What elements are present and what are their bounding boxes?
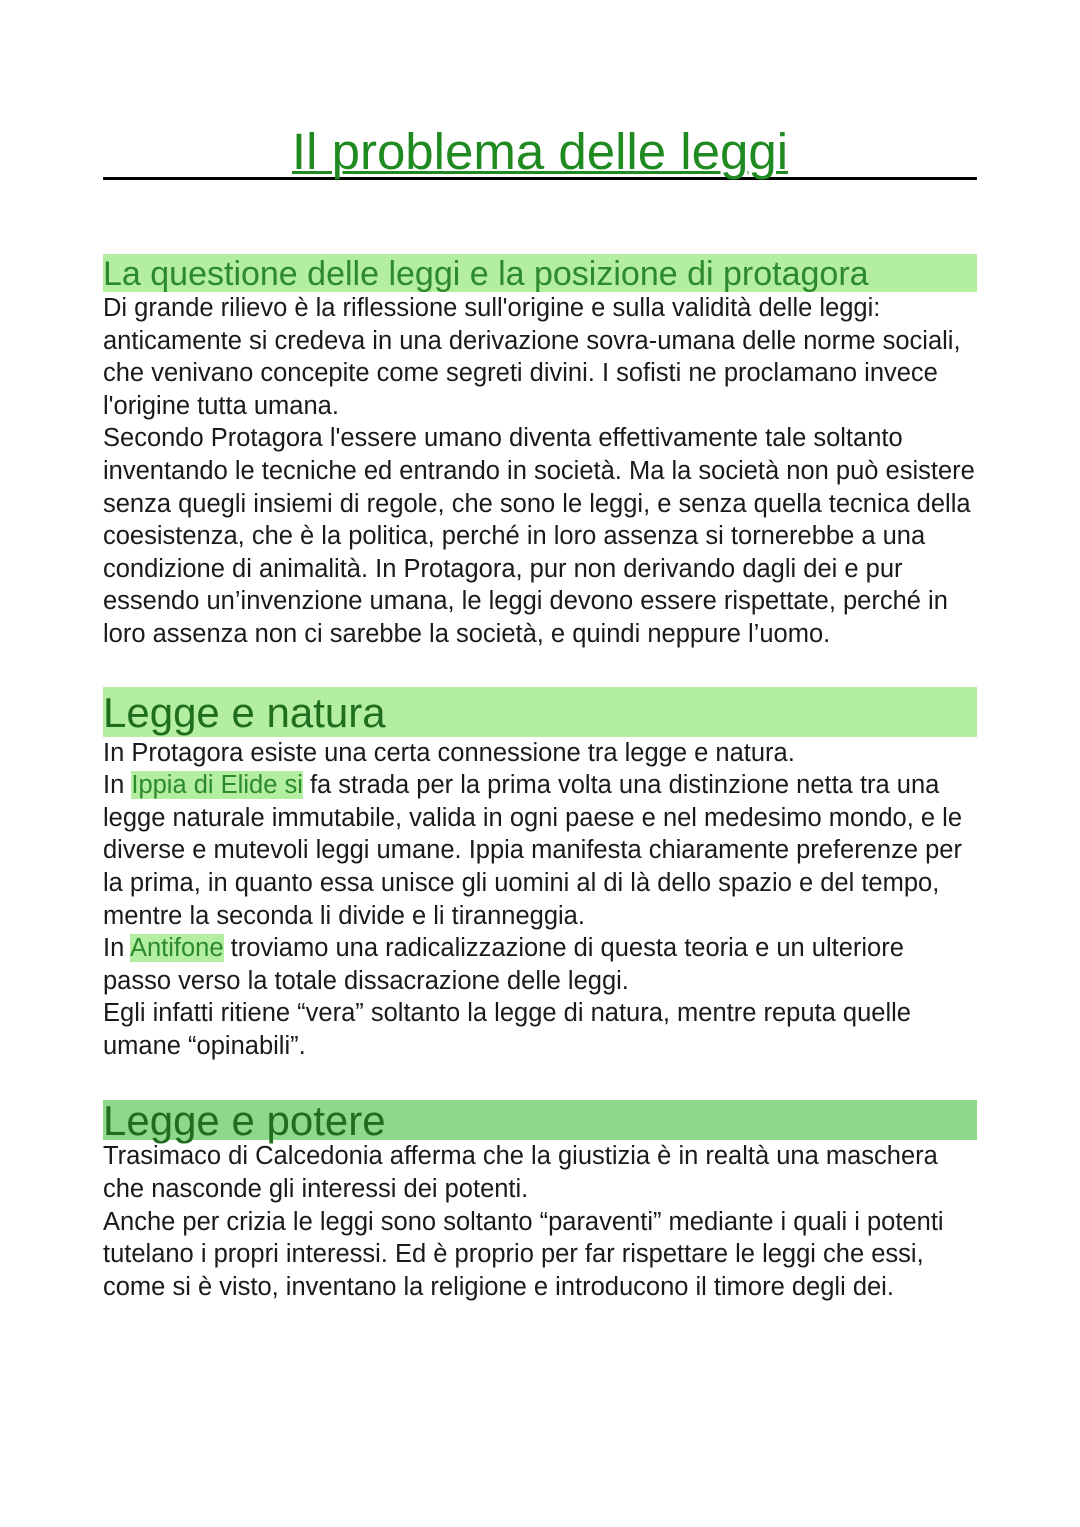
text-run: fa strada per la prima volta una distinzione netta tra una legge naturale immutabile, valida in ogni paese e nel medesimo mondo, e le diverse e mutevoli leggi umane. Ippia manifesta chiaramente preferenze per la prima, in quanto essa unisce gli uomini al di là dello spazio e del tempo, mentre la seconda li divide e li tiranneggia.	[103, 771, 963, 930]
section-heading-legge-potere: Legge e potere	[103, 1100, 977, 1140]
section-heading-legge-natura: Legge e natura	[103, 687, 977, 737]
text-run: In	[103, 771, 132, 800]
document-page	[103, 0, 977, 1303]
text-run: In	[103, 934, 130, 963]
paragraph: Egli infatti ritiene “vera” soltanto la legge di natura, mentre reputa quelle umane “opinabili”.	[103, 999, 911, 1060]
text-run: troviamo una radicalizzazione di questa teoria e un ulteriore passo verso la totale dissacrazione delle leggi.	[103, 934, 904, 995]
paragraph	[103, 932, 977, 997]
paragraph	[103, 769, 977, 932]
section-heading-protagora: La questione delle leggi e la posizione di protagora	[103, 254, 977, 292]
highlight-ippia: Ippia di Elide si	[131, 771, 303, 800]
highlight-antifone: Antifone	[129, 934, 224, 963]
title-block	[103, 122, 977, 182]
paragraph: Secondo Protagora l'essere umano diventa effettivamente tale soltanto inventando le tecniche ed entrando in società. Ma la società non può esistere senza quegli insiemi di regole, che sono le leggi, e senza quella tecnica della coesistenza, che è la politica, perché in loro assenza si tornerebbe a una condizione di animalità. In Protagora, pur non derivando dagli dei e pur essendo un’invenzione umana, le leggi devono essere rispettate, perché in loro assenza non ci sarebbe la società, e quindi neppure l’uomo.	[103, 424, 975, 648]
page-title: Il problema delle leggi	[291, 123, 789, 180]
paragraph: In Protagora esiste una certa connessione tra legge e natura.	[103, 738, 795, 767]
paragraph: Trasimaco di Calcedonia afferma che la giustizia è in realtà una maschera che nasconde gli interessi dei potenti.	[103, 1142, 938, 1204]
paragraph: Anche per crizia le leggi sono soltanto “paraventi” mediante i quali i potenti tutelano i propri interessi. Ed è proprio per far rispettare le leggi che essi, come si è visto, inventano la religione e introducono il timore degli dei.	[103, 1207, 944, 1301]
paragraph: Di grande rilievo è la riflessione sull'origine e sulla validità delle leggi: anticamente si credeva in una derivazione sovra-umana delle norme sociali, che venivano concepite come segreti divini. I sofisti ne proclamano invece l'origine tutta umana.	[103, 294, 961, 420]
